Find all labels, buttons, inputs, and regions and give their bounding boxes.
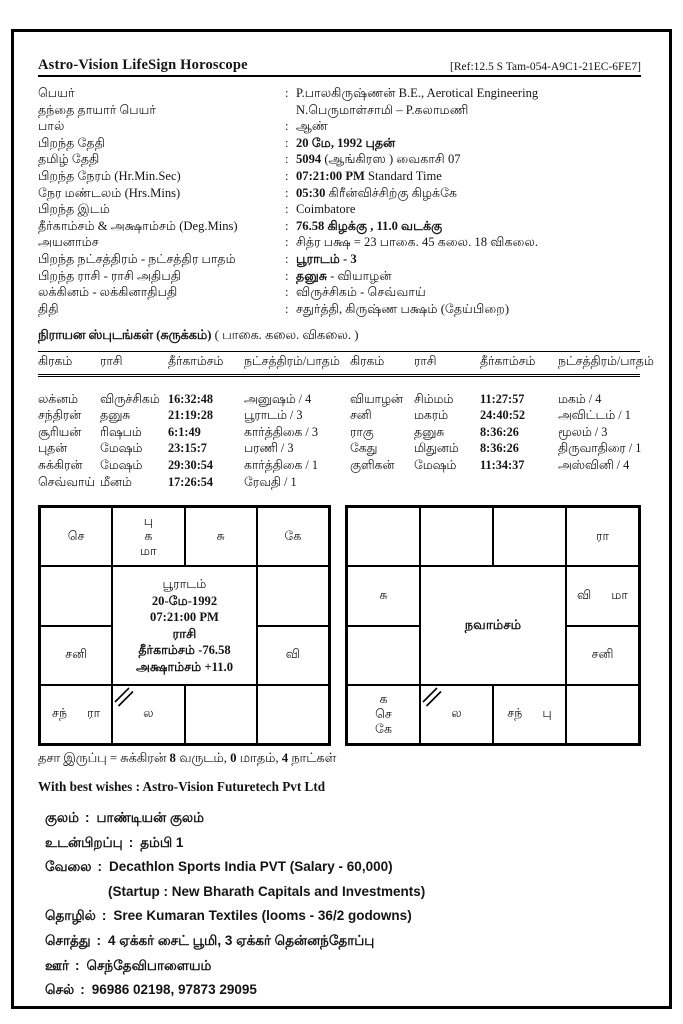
colon: :: [96, 932, 102, 948]
chart-cell-lagna: [112, 685, 184, 744]
planet-abbr: வி: [576, 587, 592, 602]
info-value: பூராடம் - 3: [296, 251, 357, 266]
chart-cell: [566, 507, 639, 566]
planet-abbr: செ: [67, 528, 85, 543]
chart-cell: [185, 507, 257, 566]
info-label: அயனாம்ச: [38, 235, 99, 250]
planet-table-body: [38, 392, 640, 492]
info-label: பெயர்: [38, 86, 75, 100]
footer-row-siblings: உடன்பிறப்பு : தம்பி 1: [45, 834, 184, 850]
info-value: ஆண்: [296, 119, 328, 134]
personal-info-block: [38, 86, 649, 318]
rasi-chart-center: [112, 566, 257, 685]
colon: :: [285, 285, 289, 300]
table-row: குளிகன் மேஷம் 11:34:37 அஸ்வினி / 4: [350, 457, 630, 472]
info-value: 5094 (ஆங்கிரஸ ) வைகாசி 07: [296, 152, 461, 167]
chart-cell: [420, 507, 493, 566]
colon: :: [80, 982, 85, 998]
personal-details-block: [45, 806, 653, 1003]
info-row-tithi: [38, 302, 649, 319]
planet-abbr: பு: [542, 706, 552, 721]
info-row-birth-time: [38, 169, 649, 186]
chart-cell: [566, 626, 639, 685]
colon: :: [285, 168, 289, 183]
info-label: தமிழ் தேதி: [38, 152, 100, 167]
info-row-time-zone: [38, 186, 649, 203]
info-value: சதுர்த்தி, கிருஷ்ண பக்ஷம் (தேய்பிறை): [296, 301, 510, 316]
planet-abbr: பு: [143, 514, 154, 529]
info-label: பிறந்த நட்சத்திரம் - நட்சத்திர பாதம்: [38, 251, 236, 266]
info-label: தந்தை தாயார் பெயர்: [38, 102, 156, 117]
chart-cell-lagna: [420, 685, 493, 744]
colon: :: [285, 135, 289, 150]
table-row: கேது மிதுனம் 8:36:26 திருவாதிரை / 1: [350, 441, 642, 456]
colon: :: [285, 185, 289, 200]
col-longitude: தீர்காம்சம்: [480, 354, 536, 368]
footer-row-cell: செல் : 96986 02198, 97873 29095: [45, 982, 257, 998]
info-label: பிறந்த ராசி - ராசி அதிபதி: [38, 268, 182, 283]
table-row: சந்திரன் தனுசு 21:19:28 பூராடம் / 3: [38, 408, 303, 423]
chart-cell: [40, 566, 112, 625]
planet-abbr: சு: [379, 587, 388, 602]
report-title: Astro-Vision LifeSign Horoscope: [38, 57, 248, 73]
chart-cell: [347, 685, 420, 744]
chart-cell: [40, 626, 112, 685]
info-label: தீர்காம்சம் & அக்ஷாம்சம் (Deg.Mins): [38, 218, 238, 233]
navamsa-chart-center: [420, 566, 566, 685]
planet-rows-left: [38, 392, 350, 492]
colon: :: [101, 908, 107, 924]
colon: :: [285, 268, 289, 283]
info-value: 05:30 கிரீன்விச்சிற்கு கிழக்கே: [296, 185, 458, 200]
colon: [285, 103, 296, 120]
info-row-gender: [38, 119, 649, 136]
col-rasi: ராசி: [100, 354, 123, 368]
planet-abbr: செ: [375, 706, 392, 721]
birth-time: 07:21:00 PM: [150, 610, 219, 624]
info-label: பால்: [38, 119, 65, 134]
birth-date: 20-மே-1992: [151, 593, 218, 608]
colon: :: [85, 810, 90, 825]
info-value: 76.58 கிழக்கு , 11.0 வடக்கு: [296, 218, 443, 233]
colon: :: [285, 218, 289, 233]
chart-cell: [40, 685, 112, 744]
info-row-ayanamsa: [38, 235, 649, 252]
colon: :: [285, 119, 289, 134]
colon: :: [285, 152, 289, 167]
chart-cell: [347, 507, 420, 566]
navamsa-chart: [345, 505, 641, 746]
info-row-tamil-date: [38, 152, 649, 169]
info-label: பிறந்த தேதி: [38, 135, 105, 150]
info-row-lagna-lord: [38, 285, 649, 302]
info-row-birth-date: [38, 136, 649, 153]
colon: :: [285, 202, 289, 217]
info-label: திதி: [38, 301, 59, 316]
planet-abbr: மா: [611, 587, 629, 602]
planet-abbr: சந்: [507, 706, 523, 721]
longitude-line: தீர்காம்சம் -76.58: [138, 643, 231, 657]
best-wishes-line: With best wishes : Astro-Vision Futuretech Pvt Ltd: [38, 779, 326, 794]
rasi-chart: [38, 505, 331, 746]
planet-abbr: சு: [216, 528, 225, 543]
lagna-marker-icon: [113, 686, 137, 710]
info-value: விருச்சிகம் - செவ்வாய்: [296, 285, 426, 300]
info-label: பிறந்த இடம்: [38, 202, 110, 217]
planet-abbr: மா: [140, 544, 157, 559]
colon: :: [128, 834, 134, 850]
table-row: சனி மகரம் 24:40:52 அவிட்டம் / 1: [350, 408, 631, 423]
info-value: 20 மே, 1992 புதன்: [296, 135, 396, 150]
lagna-abbr: ல: [143, 706, 154, 721]
info-value: 07:21:00 PM Standard Time: [296, 168, 442, 183]
planet-abbr: ரா: [87, 706, 101, 721]
planet-table-header: [38, 351, 654, 377]
info-value: Coimbatore: [296, 202, 356, 217]
planet-abbr: க: [379, 691, 388, 706]
col-longitude: தீர்காம்சம்: [168, 354, 224, 368]
planet-rows-right: [350, 392, 641, 492]
info-label: நேர மண்டலம் (Hrs.Mins): [38, 185, 181, 200]
info-value: P.பாலகிருஷ்ணன் B.E., Aerotical Engineering: [296, 86, 539, 100]
header-right: [350, 354, 654, 371]
dasa-balance-line: தசா இருப்பு = சுக்கிரன் 8 வருடம், 0 மாதம், 4 நாட்கள்: [38, 751, 337, 765]
chart-area: [38, 505, 641, 746]
info-row-star-padam: [38, 252, 649, 269]
col-graham: கிரகம்: [38, 354, 73, 368]
report-header: [38, 56, 641, 77]
lagna-abbr: ல: [451, 706, 462, 721]
planet-abbr: சனி: [65, 647, 88, 662]
chart-cell: [566, 566, 639, 625]
col-graham: கிரகம்: [350, 354, 385, 368]
colon: :: [285, 301, 289, 316]
footer-row-property: சொத்து : 4 ஏக்கர் சைட் பூமி, 3 ஏக்கர் தென்னந்தோப்பு: [45, 932, 375, 948]
colon: :: [97, 859, 102, 875]
chart-cell: [566, 685, 639, 744]
info-value: சித்ர பக்ஷ = 23 பாகை. 45 கலை. 18 விகலை.: [296, 235, 539, 250]
footer-row-job: வேலை : Decathlon Sports India PVT (Salary - 60,000): [45, 859, 393, 875]
chart-cell: [347, 566, 420, 625]
table-row: வியாழன் சிம்மம் 11:27:57 மகம் / 4: [350, 391, 602, 406]
chart-label: ராசி: [172, 625, 197, 641]
footer-row-kulam: குலம் : பாண்டியன் குலம்: [45, 810, 204, 825]
col-star-padam: நட்சத்திரம்/பாதம்: [244, 354, 340, 368]
planet-abbr: சந்: [52, 706, 68, 721]
latitude-line: அக்ஷாம்சம் +11.0: [136, 659, 233, 674]
info-label: லக்கினம் - லக்கினாதிபதி: [38, 285, 178, 300]
birth-star: பூராடம்: [162, 577, 207, 591]
colon: :: [75, 957, 80, 973]
planet-abbr: வி: [285, 647, 301, 662]
planet-abbr: ரா: [595, 528, 610, 543]
planet-positions-table: [38, 351, 654, 491]
info-value: தனுசு - வியாழன்: [296, 268, 392, 283]
col-star-padam: நட்சத்திரம்/பாதம்: [558, 354, 654, 368]
info-row-birth-place: [38, 202, 649, 219]
chart-cell: [257, 685, 329, 744]
table-row: சுக்கிரன் மேஷம் 29:30:54 கார்த்திகை / 1: [38, 457, 319, 472]
chart-cell: [257, 566, 329, 625]
chart-cell: [493, 507, 566, 566]
planet-abbr: சனி: [591, 647, 614, 662]
colon: :: [285, 86, 289, 100]
chart-label: நவாம்சம்: [464, 617, 522, 633]
chart-cell: [257, 626, 329, 685]
report-ref-code: [Ref:12.5 S Tam-054-A9C1-21EC-6FE7]: [450, 61, 641, 73]
info-row-long-lat: [38, 219, 649, 236]
footer-row-town: ஊர் : செந்தேவிபாளையம்: [45, 957, 212, 973]
chart-cell: [493, 685, 566, 744]
chart-cell: [347, 626, 420, 685]
chart-cell: [185, 685, 257, 744]
planet-section-heading: [38, 328, 359, 344]
lagna-marker-icon: [421, 686, 445, 710]
table-row: செவ்வாய் மீனம் 17:26:54 ரேவதி / 1: [38, 474, 297, 489]
footer-row-startup: (Startup : New Bharath Capitals and Investments): [108, 883, 426, 899]
header-left: [38, 354, 350, 371]
chart-cell: [40, 507, 112, 566]
chart-cell: [257, 507, 329, 566]
table-row: ராகு தனுசு 8:36:26 மூலம் / 3: [350, 424, 608, 439]
info-label: பிறந்த நேரம் (Hr.Min.Sec): [38, 168, 181, 183]
table-row: லக்னம் விருச்சிகம் 16:32:48 அனுஷம் / 4: [38, 391, 312, 406]
planet-abbr: க: [144, 529, 153, 544]
footer-row-business: தொழில் : Sree Kumaran Textiles (looms - 36/2 godowns): [45, 908, 412, 924]
chart-cell: [112, 507, 184, 566]
section-title: நிராயன ஸ்புடங்கள் (சுருக்கம்): [38, 328, 212, 342]
planet-abbr: கே: [284, 528, 302, 543]
colon: :: [285, 235, 289, 250]
info-row-name: [38, 86, 649, 103]
info-value: N.பெருமாள்சாமி – P.கலாமணி: [296, 102, 469, 117]
info-row-rasi-lord: [38, 269, 649, 286]
col-rasi: ராசி: [414, 354, 437, 368]
planet-abbr: கே: [375, 721, 392, 736]
table-row: சூரியன் ரிஷபம் 6:1:49 கார்த்திகை / 3: [38, 424, 319, 439]
info-row-parents: [38, 103, 649, 120]
colon: :: [285, 251, 289, 266]
table-row: புதன் மேஷம் 23:15:7 பரணி / 3: [38, 441, 294, 456]
unit-note: ( பாகை. கலை. விகலை. ): [211, 328, 359, 342]
